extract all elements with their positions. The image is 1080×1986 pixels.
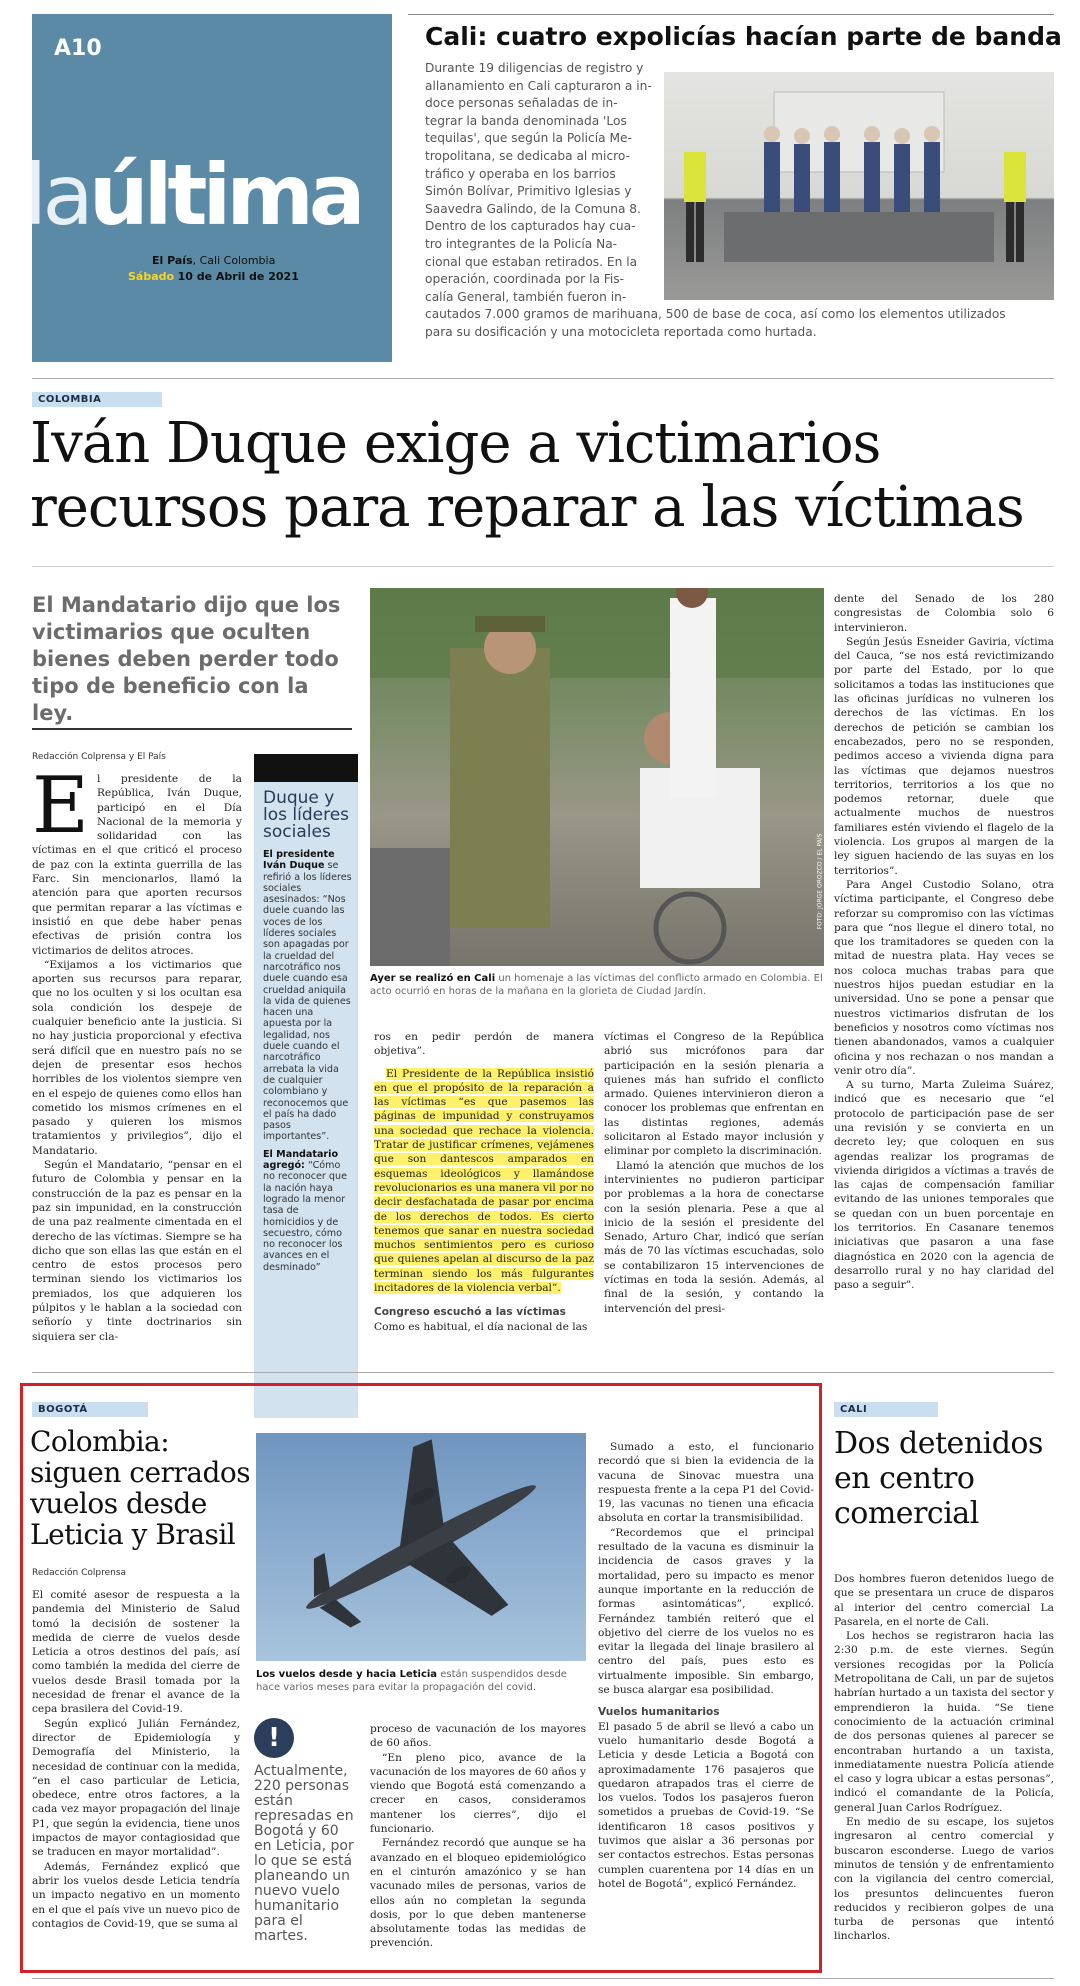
top-story-line: doce personas señaladas de in-: [425, 96, 618, 111]
sidebar-item-text: “Cómo no reconocer que la nación haya logrado la menor tasa de homicidios y de secuestro, cómo no reconocer los avances en el desminado”: [263, 1160, 347, 1273]
ceremony-illustration: [370, 588, 824, 966]
sidebar-box: [254, 754, 358, 1418]
bogota-col-4: [598, 1440, 814, 1891]
lineup-illustration: [664, 72, 1054, 300]
bogota-col-1: [32, 1588, 240, 1931]
main-paragraph: dente del Senado de los 280 congresistas de Colombia solo 6 intervinieron.: [834, 593, 1054, 634]
masthead-date: 10 de Abril de 2021: [177, 270, 299, 283]
headline-rule: [32, 566, 1054, 567]
cali-paragraph: En medio de su escape, los sujetos ingresaron al centro comercial y buscaron esconderse. Luego de varios minutos de tensión y de enfrentamiento con la vigilancia del centro comercial, los presuntos delincuentes fueron reducidos y recibieron golpes de una turba de personas que intentó lincharlos.: [834, 1816, 1054, 1943]
main-headline: [30, 412, 1024, 540]
callout-box: [254, 1718, 358, 1944]
main-col-1: [32, 761, 242, 1344]
main-photo-caption: [370, 972, 824, 998]
section-title: [24, 146, 361, 244]
top-rule: [408, 14, 1054, 15]
top-story-line: cautados 7.000 gramos de marihuana, 500 de base de coca, así como los elementos utilizados: [425, 307, 1006, 322]
top-story-line: tegrar la banda denominada 'Los: [425, 113, 627, 128]
main-deck: El Mandatario dijo que los victimarios que oculten bienes deben perder todo tipo de beneficio con la ley.: [32, 593, 341, 725]
top-story-title: Cali: cuatro expolicías hacían parte de banda: [425, 22, 1062, 51]
main-paragraph: Como es habitual, el día nacional de las: [374, 1320, 588, 1333]
bogota-paragraph: “En pleno pico, avance de la vacunación de los mayores de 60 años y viendo que Bogotá está comenzando a crecer en casos, consideramos mantener los cierres”, dijo el funcionario.: [370, 1751, 586, 1836]
bogota-paragraph: Además, Fernández explicó que abrir los vuelos desde Leticia tendría un impacto negativo en un momento en el que el país vive un nuevo pico de contagios de Covid-19, que se suma al: [32, 1860, 240, 1930]
main-paragraph: víctimas el Congreso de la República abrió sus micrófonos para dar participación en la sesión plenaria a quienes más han sufrido el conflicto armado. Quienes intervinieron dieron a conocer los problemas que enfrentan en las distintas regiones, además solicitaron al Estado mayor inclusión y eliminar por completo la discriminación.: [604, 1031, 824, 1158]
bogota-byline: Redacción Colprensa: [32, 1568, 127, 1578]
caption-lead: Ayer se realizó en Cali: [370, 973, 496, 984]
bogota-headline-line: vuelos desde: [30, 1487, 207, 1520]
sidebar-top-bar: [254, 754, 358, 782]
main-top-rule: [32, 378, 1054, 379]
bogota-headline: [30, 1426, 250, 1550]
section-title-pre: la: [24, 146, 89, 244]
photo-credit: FOTO: JORGE OROZCO / EL PAÍS: [816, 833, 824, 930]
deck-rule: [32, 728, 352, 730]
bogota-headline-line: siguen cerrados: [30, 1456, 251, 1489]
top-story-line: Dentro de los capturados hay cua-: [425, 219, 636, 234]
main-paragraph: A su turno, Marta Zuleima Suárez, indicó que es necesario que “el protocolo de participación pase de ser una revisión y se convierta en un decreto ley; que coloquen en sus agendas realizar los programas de vivienda dirigidos a víctimas a través de las cajas de compensación familiar evitando de las uniones temporales que se quedan con un buen porcentaje en los territorios. En Casanare tenemos iniciativas que pasaron a una fase diagnóstica en 2020 con la agencia de desarrollo rural y no hay claridad del paso a seguir”.: [834, 1079, 1054, 1292]
bogota-paragraph: proceso de vacunación de los mayores de 60 años.: [370, 1723, 586, 1750]
top-story-line: allanamiento en Cali capturaron a in-: [425, 78, 652, 93]
main-col-4: [604, 1030, 824, 1316]
page-number: A10: [54, 36, 102, 61]
bogota-kicker: BOGOTÁ: [32, 1402, 148, 1417]
airplane-caption: [256, 1668, 586, 1694]
masthead-day: Sábado: [128, 270, 175, 283]
bogota-paragraph: Según explicó Julián Fernández, director de Epidemiología y Demografía del Ministerio, la necesidad de continuar con la medida, “en el caso particular de Leticia, obedece, entre otros factores, a la cada vez mayor propagación del linaje P1, que según la evidencia, tiene unos impactos de mayor contagiosidad que se traducen en mayor mortalidad”.: [32, 1717, 240, 1859]
caption-lead: Los vuelos desde y hacia Leticia: [256, 1669, 438, 1680]
bogota-paragraph: El comité asesor de respuesta a la pandemia del Ministerio de Salud tomó la decisión de sostener la medida de cierre de vuelos desde Leticia a otros destinos del país, así como también la medida del cierre de vuelos desde Brasil tomada por la necesidad de frenar el avance de la cepa brasilera del Covid-19.: [32, 1589, 240, 1716]
main-lead-paragraph: l presidente de la República, Iván Duque, participó en el Día Nacional de la memoria y solidaridad con las víctimas en el que criticó el proceso de paz con la extinta guerrilla de las Farc. Sin mencionarlos, llamó la atención para que aporten recursos que permitan reparar a las víctimas e insistió en que debe haber penas efectivas de prisión contra los victimarios de delitos atroces.: [32, 773, 242, 957]
cali-body: [834, 1572, 1054, 1944]
top-story-body: [425, 60, 1006, 342]
cali-headline-line: Dos detenidos: [834, 1426, 1043, 1461]
main-paragraph: ros en pedir perdón de manera objetiva”.: [374, 1031, 594, 1058]
sidebar-body: [254, 845, 358, 1273]
bogota-col-3: [370, 1722, 586, 1951]
sidebar-item-label: El Mandatario agregó:: [263, 1148, 339, 1172]
bogota-paragraph: “Recordemos que el principal resultado de la vacuna es disminuir la incidencia de casos graves y la mortalidad, pero su impacto es menor aunque importante en la reducción de formas asintomáticas”, explicó. Fernández también reiteró que el objetivo del cierre de los vuelos no es evitar la llegada del linaje brasilero al centro del país, pues esto es virtualmente imposible. Sin embargo, se busca alargar esa posibilidad.: [598, 1526, 814, 1697]
top-story-line: cional que estaban retirados. En la: [425, 254, 638, 269]
masthead-date-line: [128, 270, 299, 283]
sidebar-item-text: se refirió a los líderes sociales asesinados: “Nos duele cuando las voces de los líderes sociales son apagadas por la crueldad del narcotráfico nos duele cuando esa crueldad aniquila la vida de quienes hacen una apuesta por la legalidad, nos duele cuando el narcotráfico arrebata la vida de cualquier colombiano y reconocemos que el país ha dado pasos importantes”.: [263, 860, 352, 1143]
subhead: Congreso escuchó a las víctimas: [374, 1306, 566, 1319]
main-kicker: COLOMBIA: [32, 392, 162, 407]
caption-text: están suspendidos desde hace varios meses para evitar la propagación del covid.: [256, 1669, 567, 1693]
cali-kicker: CALI: [834, 1402, 938, 1417]
cali-headline-line: comercial: [834, 1496, 979, 1531]
section-divider: [32, 1372, 1054, 1373]
cali-headline: [834, 1426, 1043, 1531]
masthead-paper-line: [152, 254, 275, 267]
cali-paragraph: Dos hombres fueron detenidos luego de que se presentara un cruce de disparos al interior del centro comercial La Pasarela, en el norte de Cali.: [834, 1573, 1054, 1628]
main-headline-line: recursos para reparar a las víctimas: [30, 475, 1024, 540]
main-paragraph: Para Angel Custodio Solano, otra víctima participante, el Congreso debe reforzar su compromiso con las víctimas para que “nos llegue el dinero total, no que los tramitadores se queden con la mitad de nuestra plata. Hay veces se nos coloca muchas trabas para que nuestros hijos puedan estudiar en la universidad. Uno se pone a pensar que nuestros victimarios disfrutan de los beneficios y nosotros como víctimas nos tienen abandonados, vamos a cualquier oficina y nos rechazan o nos mandan a venir otro día”.: [834, 878, 1054, 1077]
main-col-1-text: [32, 761, 242, 1344]
top-story-photo: [664, 72, 1054, 300]
main-byline: Redacción Colprensa y El País: [32, 752, 166, 762]
main-headline-line: Iván Duque exige a victimarios: [30, 411, 881, 476]
main-photo: [370, 588, 824, 966]
highlighted-quote: [374, 1067, 594, 1296]
cali-headline-line: en centro: [834, 1461, 975, 1496]
bogota-paragraph: Sumado a esto, el funcionario recordó que si bien la evidencia de la vacuna de Sinovac muestra una respuesta frente a la cepa P1 del Covid-19, las vacunas no tienen una eficacia absoluta en cortar la transmisibilidad.: [598, 1441, 814, 1525]
cali-paragraph: Los hechos se registraron hacia las 2:30 p.m. de este viernes. Según versiones recogidas por la Policía Metropolitana de Cali, un par de sujetos habrían hurtado a un taxista del sector y emprendieron la huida. “Se tiene conocimiento de la actuación criminal de dos personas quienes al parecer se encontraban hurtando a un taxista, inmediatamente nuestra Policía atiende el caso y logra ubicar a estas personas”, indicó el comandante de la Policía, general Juan Carlos Rodríguez.: [834, 1630, 1054, 1814]
sidebar-title: Duque y los líderes sociales: [263, 788, 350, 842]
top-story-line: tequilas', que según la Policía Me-: [425, 131, 632, 146]
top-story-line: calía General, también fueron in-: [425, 289, 627, 304]
main-paragraph: “Exijamos a los victimarios que aporten sus recursos para reparar, que no los oculten y si los ocultan esa sola condición los despeje de cualquier beneficio ante la justicia. Si no hay justicia proporcional y efectiva será difícil que en nuestro país no se dejen de presentar esos hechos horribles de los violentos siempre ven en el espejo de quienes como ellos han cometido los mismos crímenes en el pasado y quieren los mismos tratamientos y privilegios”, dijo el Mandatario.: [32, 958, 242, 1157]
masthead: [24, 14, 392, 362]
main-paragraph: Llamó la atención que muchos de los intervinientes no pudieron participar por problemas a la hora de conectarse con la sesión plenaria. Pese a que al inicio de la sesión el presidente del Senado, Arturo Char, indicó que serían más de 70 las víctimas escuchadas, solo se contabilizaron 15 intervenciones de víctimas en toda la sesión. Además, al final de la sesión, y contando la intervención del presi-: [604, 1159, 824, 1315]
airplane-photo: [256, 1433, 586, 1661]
main-paragraph: Según Jesús Esneider Gaviria, víctima del Cauca, “se nos está revictimizando por parte del Estado, por lo que solicitamos a todas las instituciones que las oficinas jurídicas no vulneren los derechos de las víctimas. En los derechos de petición se cambian los encabezados, pero no se responden, pedimos acceso a vivienda digna para las víctimas que dejamos nuestros territorios, territorios a los que no podemos retornar, duele que actualmente muchos de nuestros familiares estén viviendo el flagelo de la violencia. Los grupos al margen de la ley siguen haciendo de las suyas en los territorios”.: [834, 635, 1054, 877]
paper-name: El País: [152, 254, 193, 267]
bogota-headline-line: Leticia y Brasil: [30, 1518, 236, 1551]
top-story-line: para su dosificación y una motocicleta reportada como hurtada.: [425, 324, 817, 339]
airplane-icon: [256, 1433, 586, 1661]
top-story-line: Saavedra Galindo, de la Comuna 8.: [425, 201, 641, 216]
alert-icon: !: [254, 1718, 294, 1758]
top-story-line: Simón Bolívar, Primitivo Iglesias y: [425, 184, 632, 199]
subhead: Vuelos humanitarios: [598, 1706, 720, 1719]
callout-text: Actualmente, 220 personas están represadas en Bogotá y 60 en Leticia, por lo que se está planeando un nuevo vuelo humanitario para el martes.: [254, 1763, 354, 1944]
caption-text: un homenaje a las víctimas del conflicto armado en Colombia. El acto ocurrió en horas de la mañana en la glorieta de Ciudad Jardín.: [370, 973, 823, 997]
top-story-line: tropolitana, se dedicaba al micro-: [425, 148, 630, 163]
bottom-rule: [32, 1978, 1054, 1979]
sidebar-item-label: El presidente Iván Duque: [263, 849, 335, 872]
main-col-5: [834, 592, 1054, 1293]
bogota-paragraph: El pasado 5 de abril se llevó a cabo un vuelo humanitario desde Bogotá a Leticia y desde Leticia a Bogotá con aproximadamente 176 pasajeros que quedaron atrapados tras el cierre de los vuelos. Todos los pasajeros fueron sometidos a pruebas de Covid-19. “Se identificaron 18 casos positivos y tuvimos que aislar a 36 personas por ser contactos estrechos. Estas personas cumplen cuarentena por 14 días en un hotel de Bogotá”, explicó Fernández.: [598, 1720, 814, 1890]
bogota-paragraph: Fernández recordó que aunque se ha avanzado en el bloqueo epidemiológico en el cinturón amazónico y se han vacunado miles de personas, varios de ellos aún no completan la segunda dosis, por lo que deben mantenerse absolutamente todas las medidas de prevención.: [370, 1837, 586, 1950]
main-paragraph: Según el Mandatario, “pensar en el futuro de Colombia y pensar en la construcción de la paz es pensar en la paz sin impunidad, en la construcción de una paz realmente cimentada en el derecho de las víctimas. Siempre se ha dicho que son ellas las que están en el centro de estos procesos pero terminan siendo los victimarios los premiados, los que adquieren los púlpitos y le hablan a la sociedad con señorío y tinte doctrinarios sin siquiera ser cla-: [32, 1159, 242, 1343]
top-story-line: tráfico y operaba en los barrios: [425, 166, 616, 181]
highlighted-text: El Presidente de la República insistió en que el propósito de la reparación a las víctimas “es que pasemos las páginas de impunidad y construyamos una sociedad que rechace la violencia. Tratar de justificar crímenes, vejámenes que son dantescos amparados en esquemas ideológicos y llamándose revolucionarios es una manera vil por no decir desfachatada de pasar por encima de los derechos de todos. Es cierto tenemos que sanar en nuestra sociedad muchos sentimientos pero es curioso que quienes apelan al discurso de la paz terminan siendo los más fulgurantes incitadores de la violencia verbal”.: [374, 1067, 594, 1295]
section-title-main: última: [88, 146, 361, 244]
top-story-line: Durante 19 diligencias de registro y: [425, 61, 644, 75]
dropcap: E: [32, 761, 89, 851]
main-col-3: [374, 1030, 594, 1334]
paper-city: , Cali Colombia: [192, 254, 276, 267]
bogota-headline-line: Colombia:: [30, 1425, 170, 1458]
top-story-line: tro integrantes de la Policía Na-: [425, 236, 618, 251]
top-story-line: operación, coordinada por la Fis-: [425, 272, 625, 287]
